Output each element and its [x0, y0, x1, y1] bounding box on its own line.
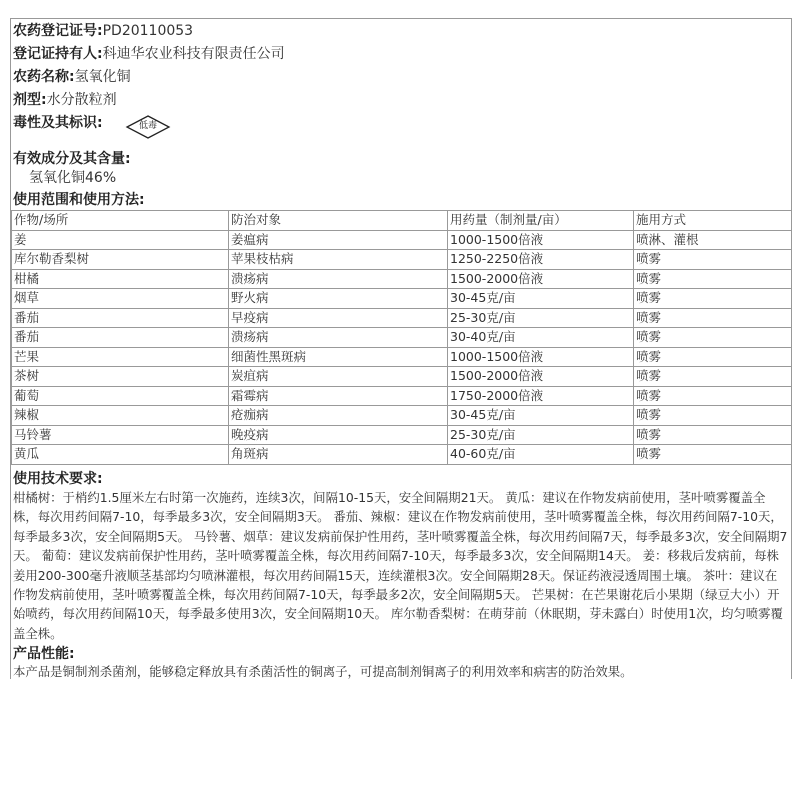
- table-cell: 1750-2000倍液: [448, 386, 634, 406]
- table-row: [12, 308, 792, 328]
- table-cell: 喷淋、灌根: [634, 230, 792, 250]
- table-cell: 喷雾: [634, 386, 792, 406]
- table-row: [12, 367, 792, 387]
- table-cell: 25-30克/亩: [448, 425, 634, 445]
- formulation-line: [13, 90, 117, 110]
- table-cell: 炭疽病: [229, 367, 448, 387]
- tech-requirements-text: 柑橘树：于梢约1.5厘米左右时第一次施药，连续3次，间隔10-15天，安全间隔期21天。 黄瓜：建议在作物发病前使用，茎叶喷雾覆盖全株，每次用药间隔7-10，每季最多3次，安全间隔期3天。 番茄、辣椒：建议在作物发病前使用，茎叶喷雾覆盖全株，每次用药间隔7-10天，每季最多3次，安全间隔期5天。 马铃薯、烟草：建议发病前保护性用药，茎叶喷雾覆盖全株，每次用药间隔7天，每季最多3次，安全间隔期7天。 葡萄：建议发病前保护性用药，茎叶喷雾覆盖全株，每次用药间隔7-10天，每季最多3次，安全间隔期14天。 姜：移栽后发病前，每株姜用200-300毫升液顺茎基部均匀喷淋灌根，每次用药间隔15天，连续灌根3次。安全间隔期28天。保证药液浸透周围土壤。 茶叶：建议在作物发病前使用，茎叶喷雾覆盖全株，每次用药间隔7-10天，每季最多2次，安全间隔期5天。 芒果树：在芒果谢花后小果期（绿豆大小）开始喷药，每次用药间隔10天，每季最多使用3次，安全间隔期10天。 库尔勒香梨树：在萌芽前（休眠期，芽未露白）时使用1次，均匀喷雾覆盖全株。: [13, 490, 788, 641]
- usage-heading: 使用范围和使用方法:: [13, 192, 145, 208]
- formulation-value: 水分散粒剂: [46, 92, 117, 108]
- holder-label: 登记证持有人:: [13, 46, 103, 62]
- column-header: 作物/场所: [12, 211, 229, 231]
- pesticide-name-value: 氢氧化铜: [74, 69, 131, 85]
- table-row: [12, 445, 792, 465]
- table-cell: 喷雾: [634, 425, 792, 445]
- formulation-label: 剂型:: [13, 92, 47, 108]
- table-cell: 黄瓜: [12, 445, 229, 465]
- table-cell: 疮痂病: [229, 406, 448, 426]
- table-cell: 喷雾: [634, 406, 792, 426]
- table-cell: 番茄: [12, 308, 229, 328]
- toxicity-label: 毒性及其标识:: [13, 115, 103, 131]
- performance-text: 本产品是铜制剂杀菌剂，能够稳定释放具有杀菌活性的铜离子，可提高制剂铜离子的利用效率和病害的防治效果。: [13, 664, 633, 679]
- column-header: 用药量（制剂量/亩）: [448, 211, 634, 231]
- table-cell: 辣椒: [12, 406, 229, 426]
- table-cell: 30-45克/亩: [448, 406, 634, 426]
- table-cell: 姜: [12, 230, 229, 250]
- label-document: [10, 18, 792, 679]
- table-cell: 茶树: [12, 367, 229, 387]
- holder-line: [13, 44, 285, 64]
- table-cell: 野火病: [229, 289, 448, 309]
- table-cell: 25-30克/亩: [448, 308, 634, 328]
- table-cell: 1250-2250倍液: [448, 250, 634, 270]
- usage-table: [11, 210, 792, 465]
- table-cell: 柑橘: [12, 269, 229, 289]
- table-row: [12, 250, 792, 270]
- table-row: [12, 230, 792, 250]
- holder-value: 科迪华农业科技有限责任公司: [102, 46, 285, 62]
- ingredient-value: 氢氧化铜46%: [29, 170, 117, 186]
- low-toxicity-badge-text: 低毒: [138, 121, 157, 131]
- table-cell: 溃疡病: [229, 328, 448, 348]
- table-cell: 30-45克/亩: [448, 289, 634, 309]
- table-cell: 30-40克/亩: [448, 328, 634, 348]
- table-cell: 1500-2000倍液: [448, 367, 634, 387]
- table-row: [12, 347, 792, 367]
- table-row: [12, 406, 792, 426]
- table-row: [12, 269, 792, 289]
- table-cell: 1000-1500倍液: [448, 347, 634, 367]
- toxicity-line: [13, 113, 103, 133]
- registration-number-value: PD20110053: [102, 23, 194, 39]
- table-cell: 1500-2000倍液: [448, 269, 634, 289]
- table-cell: 喷雾: [634, 445, 792, 465]
- pesticide-name-line: [13, 67, 131, 87]
- table-row: [12, 289, 792, 309]
- table-cell: 烟草: [12, 289, 229, 309]
- ingredients-heading: 有效成分及其含量:: [13, 151, 131, 167]
- table-cell: 早疫病: [229, 308, 448, 328]
- table-cell: 番茄: [12, 328, 229, 348]
- table-cell: 霜霉病: [229, 386, 448, 406]
- table-cell: 喷雾: [634, 367, 792, 387]
- table-cell: 喷雾: [634, 308, 792, 328]
- table-cell: 马铃薯: [12, 425, 229, 445]
- column-header: 防治对象: [229, 211, 448, 231]
- table-cell: 角斑病: [229, 445, 448, 465]
- registration-number-label: 农药登记证号:: [13, 23, 103, 39]
- table-cell: 细菌性黑斑病: [229, 347, 448, 367]
- table-cell: 1000-1500倍液: [448, 230, 634, 250]
- pesticide-name-label: 农药名称:: [13, 69, 75, 85]
- registration-number-line: [13, 21, 193, 41]
- low-toxicity-badge: [125, 115, 171, 139]
- table-cell: 喷雾: [634, 347, 792, 367]
- table-cell: 姜瘟病: [229, 230, 448, 250]
- table-cell: 喷雾: [634, 289, 792, 309]
- table-cell: 芒果: [12, 347, 229, 367]
- usage-table-body: [12, 211, 792, 465]
- table-row: [12, 328, 792, 348]
- table-cell: 晚疫病: [229, 425, 448, 445]
- table-cell: 溃疡病: [229, 269, 448, 289]
- table-header-row: [12, 211, 792, 231]
- table-cell: 葡萄: [12, 386, 229, 406]
- table-cell: 喷雾: [634, 328, 792, 348]
- table-cell: 喷雾: [634, 250, 792, 270]
- table-row: [12, 386, 792, 406]
- tech-requirements-heading: 使用技术要求:: [13, 471, 103, 487]
- table-row: [12, 425, 792, 445]
- column-header: 施用方式: [634, 211, 792, 231]
- table-cell: 库尔勒香梨树: [12, 250, 229, 270]
- table-cell: 苹果枝枯病: [229, 250, 448, 270]
- table-cell: 喷雾: [634, 269, 792, 289]
- performance-heading: 产品性能:: [13, 646, 75, 662]
- table-cell: 40-60克/亩: [448, 445, 634, 465]
